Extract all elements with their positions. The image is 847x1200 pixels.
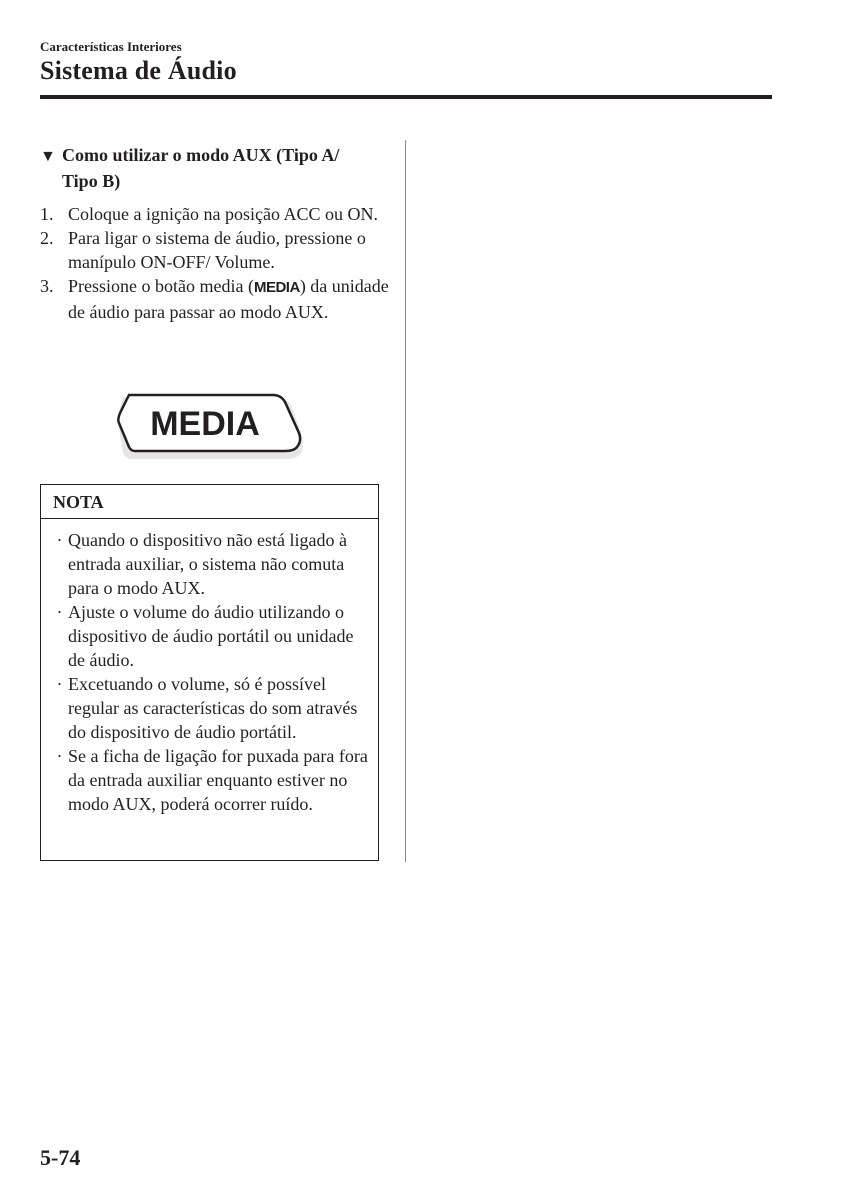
bullet-icon: · [56, 530, 63, 550]
note-text: Excetuando o volume, só é possível regular as características do som através do dispositivo de áudio portátil. [68, 674, 358, 742]
note-list [41, 519, 378, 816]
step-text: Coloque a ignição na posição ACC ou ON. [68, 204, 378, 224]
steps-list [40, 202, 390, 324]
step-text [68, 274, 390, 324]
media-button-label: MEDIA [150, 405, 260, 443]
header-rule [40, 95, 772, 99]
section-heading-line1: Como utilizar o modo AUX (Tipo A/ [62, 145, 340, 165]
step-text-before: Pressione o botão media ( [68, 276, 254, 296]
note-title: NOTA [41, 485, 378, 519]
media-button-illustration [115, 393, 305, 463]
section-heading [40, 143, 385, 194]
note-item [51, 672, 368, 744]
step-number: 2. [40, 228, 54, 248]
step-number: 1. [40, 204, 54, 224]
page-number: 5-74 [40, 1145, 81, 1170]
note-item [51, 744, 368, 816]
note-box [40, 484, 379, 861]
bullet-icon: · [56, 602, 63, 622]
note-text: Quando o dispositivo não está ligado à entrada auxiliar, o sistema não comuta para o modo AUX. [68, 530, 347, 598]
step-item [40, 202, 390, 226]
step-item [40, 226, 390, 274]
step-text-after: ) da unidade de áudio para passar ao modo AUX. [68, 276, 389, 322]
section-heading-line2: Tipo B) [62, 171, 121, 191]
triangle-down-icon: ▼ [40, 148, 56, 165]
step-text: Para ligar o sistema de áudio, pressione o manípulo ON-OFF/ Volume. [68, 228, 366, 272]
column-divider [405, 140, 406, 862]
step-number: 3. [40, 276, 54, 296]
page-title: Sistema de Áudio [40, 56, 237, 85]
media-inline-icon: MEDIA [253, 279, 300, 296]
note-item [51, 528, 368, 600]
note-text: Se a ficha de ligação for puxada para fora da entrada auxiliar enquanto estiver no modo AUX, poderá ocorrer ruído. [68, 746, 368, 814]
header-section-label: Características Interiores [40, 39, 182, 54]
note-item [51, 600, 368, 672]
bullet-icon: · [56, 674, 63, 694]
step-item [40, 274, 390, 324]
bullet-icon: · [56, 746, 63, 766]
note-text: Ajuste o volume do áudio utilizando o dispositivo de áudio portátil ou unidade de áudio. [68, 602, 354, 670]
